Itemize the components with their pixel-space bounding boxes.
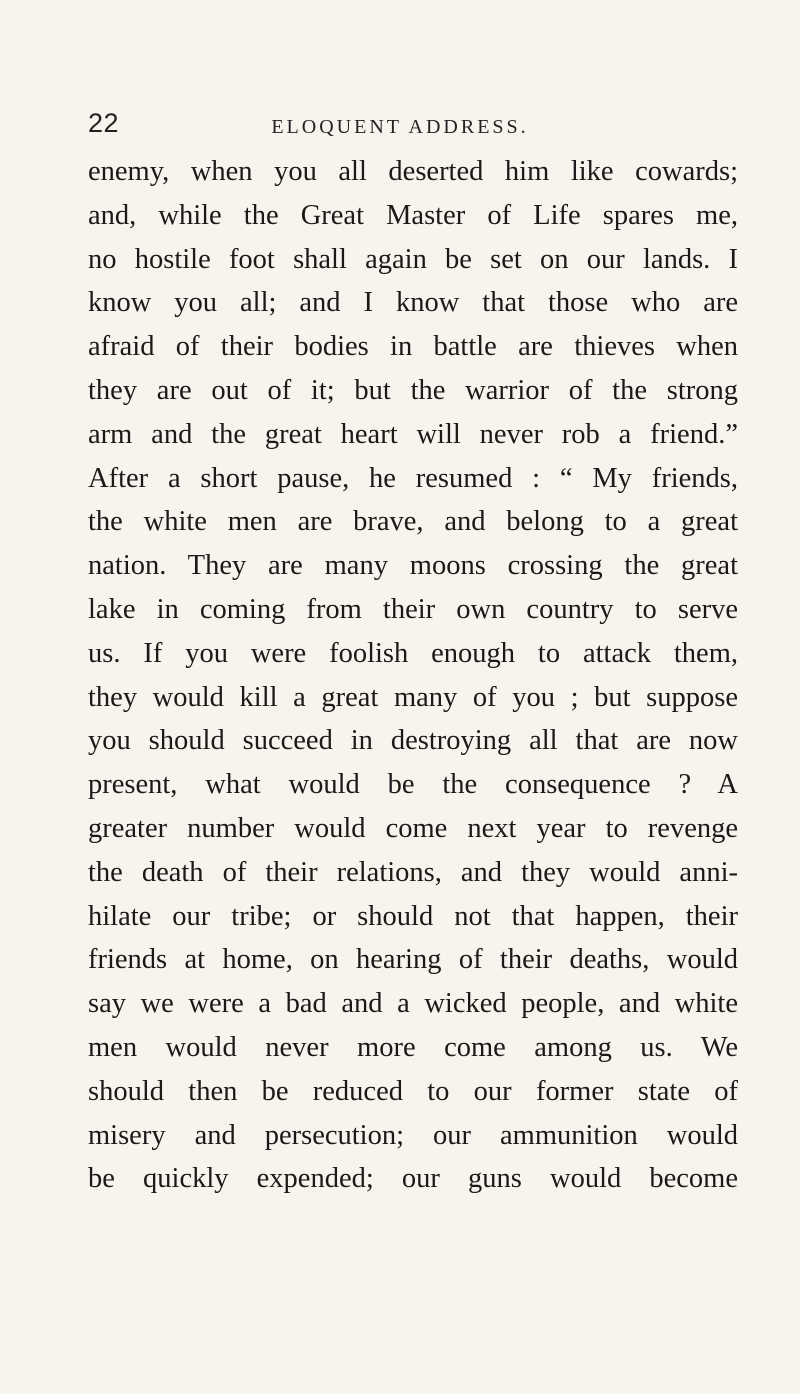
- text-line: misery and persecution; our ammunition would: [88, 1119, 738, 1151]
- text-line: should then be reduced to our former state of: [88, 1075, 738, 1107]
- text-line: and, while the Great Master of Life spares me,: [88, 199, 738, 231]
- text-line: you should succeed in destroying all that are now: [88, 725, 738, 757]
- body-text: [88, 150, 738, 1201]
- text-line: nation. They are many moons crossing the great: [88, 550, 738, 582]
- text-line: they are out of it; but the warrior of the strong: [88, 374, 738, 406]
- text-line: After a short pause, he resumed : “ My friends,: [88, 462, 738, 494]
- text-line: us. If you were foolish enough to attack them,: [88, 637, 738, 669]
- text-line: enemy, when you all deserted him like cowards;: [88, 156, 738, 187]
- text-line: present, what would be the consequence ? A: [88, 769, 738, 801]
- text-line: afraid of their bodies in battle are thieves when: [88, 331, 738, 363]
- text-line: say we were a bad and a wicked people, and white: [88, 988, 738, 1020]
- text-line: arm and the great heart will never rob a friend.”: [88, 418, 738, 450]
- text-line: they would kill a great many of you ; but suppose: [88, 681, 738, 713]
- text-line: hilate our tribe; or should not that happen, their: [88, 900, 738, 932]
- page-number: 22: [88, 108, 120, 138]
- running-head: ELOQUENT ADDRESS.: [271, 116, 529, 138]
- text-line: be quickly expended; our guns would become: [88, 1163, 738, 1195]
- text-line: no hostile foot shall again be set on our lands. I: [88, 243, 738, 275]
- text-line: friends at home, on hearing of their deaths, would: [88, 944, 738, 976]
- text-line: greater number would come next year to revenge: [88, 812, 738, 844]
- text-line: know you all; and I know that those who are: [88, 287, 738, 319]
- text-line: the death of their relations, and they would anni-: [88, 856, 738, 888]
- text-line: lake in coming from their own country to serve: [88, 593, 738, 625]
- text-line: men would never more come among us. We: [88, 1031, 738, 1063]
- text-line: the white men are brave, and belong to a great: [88, 506, 738, 538]
